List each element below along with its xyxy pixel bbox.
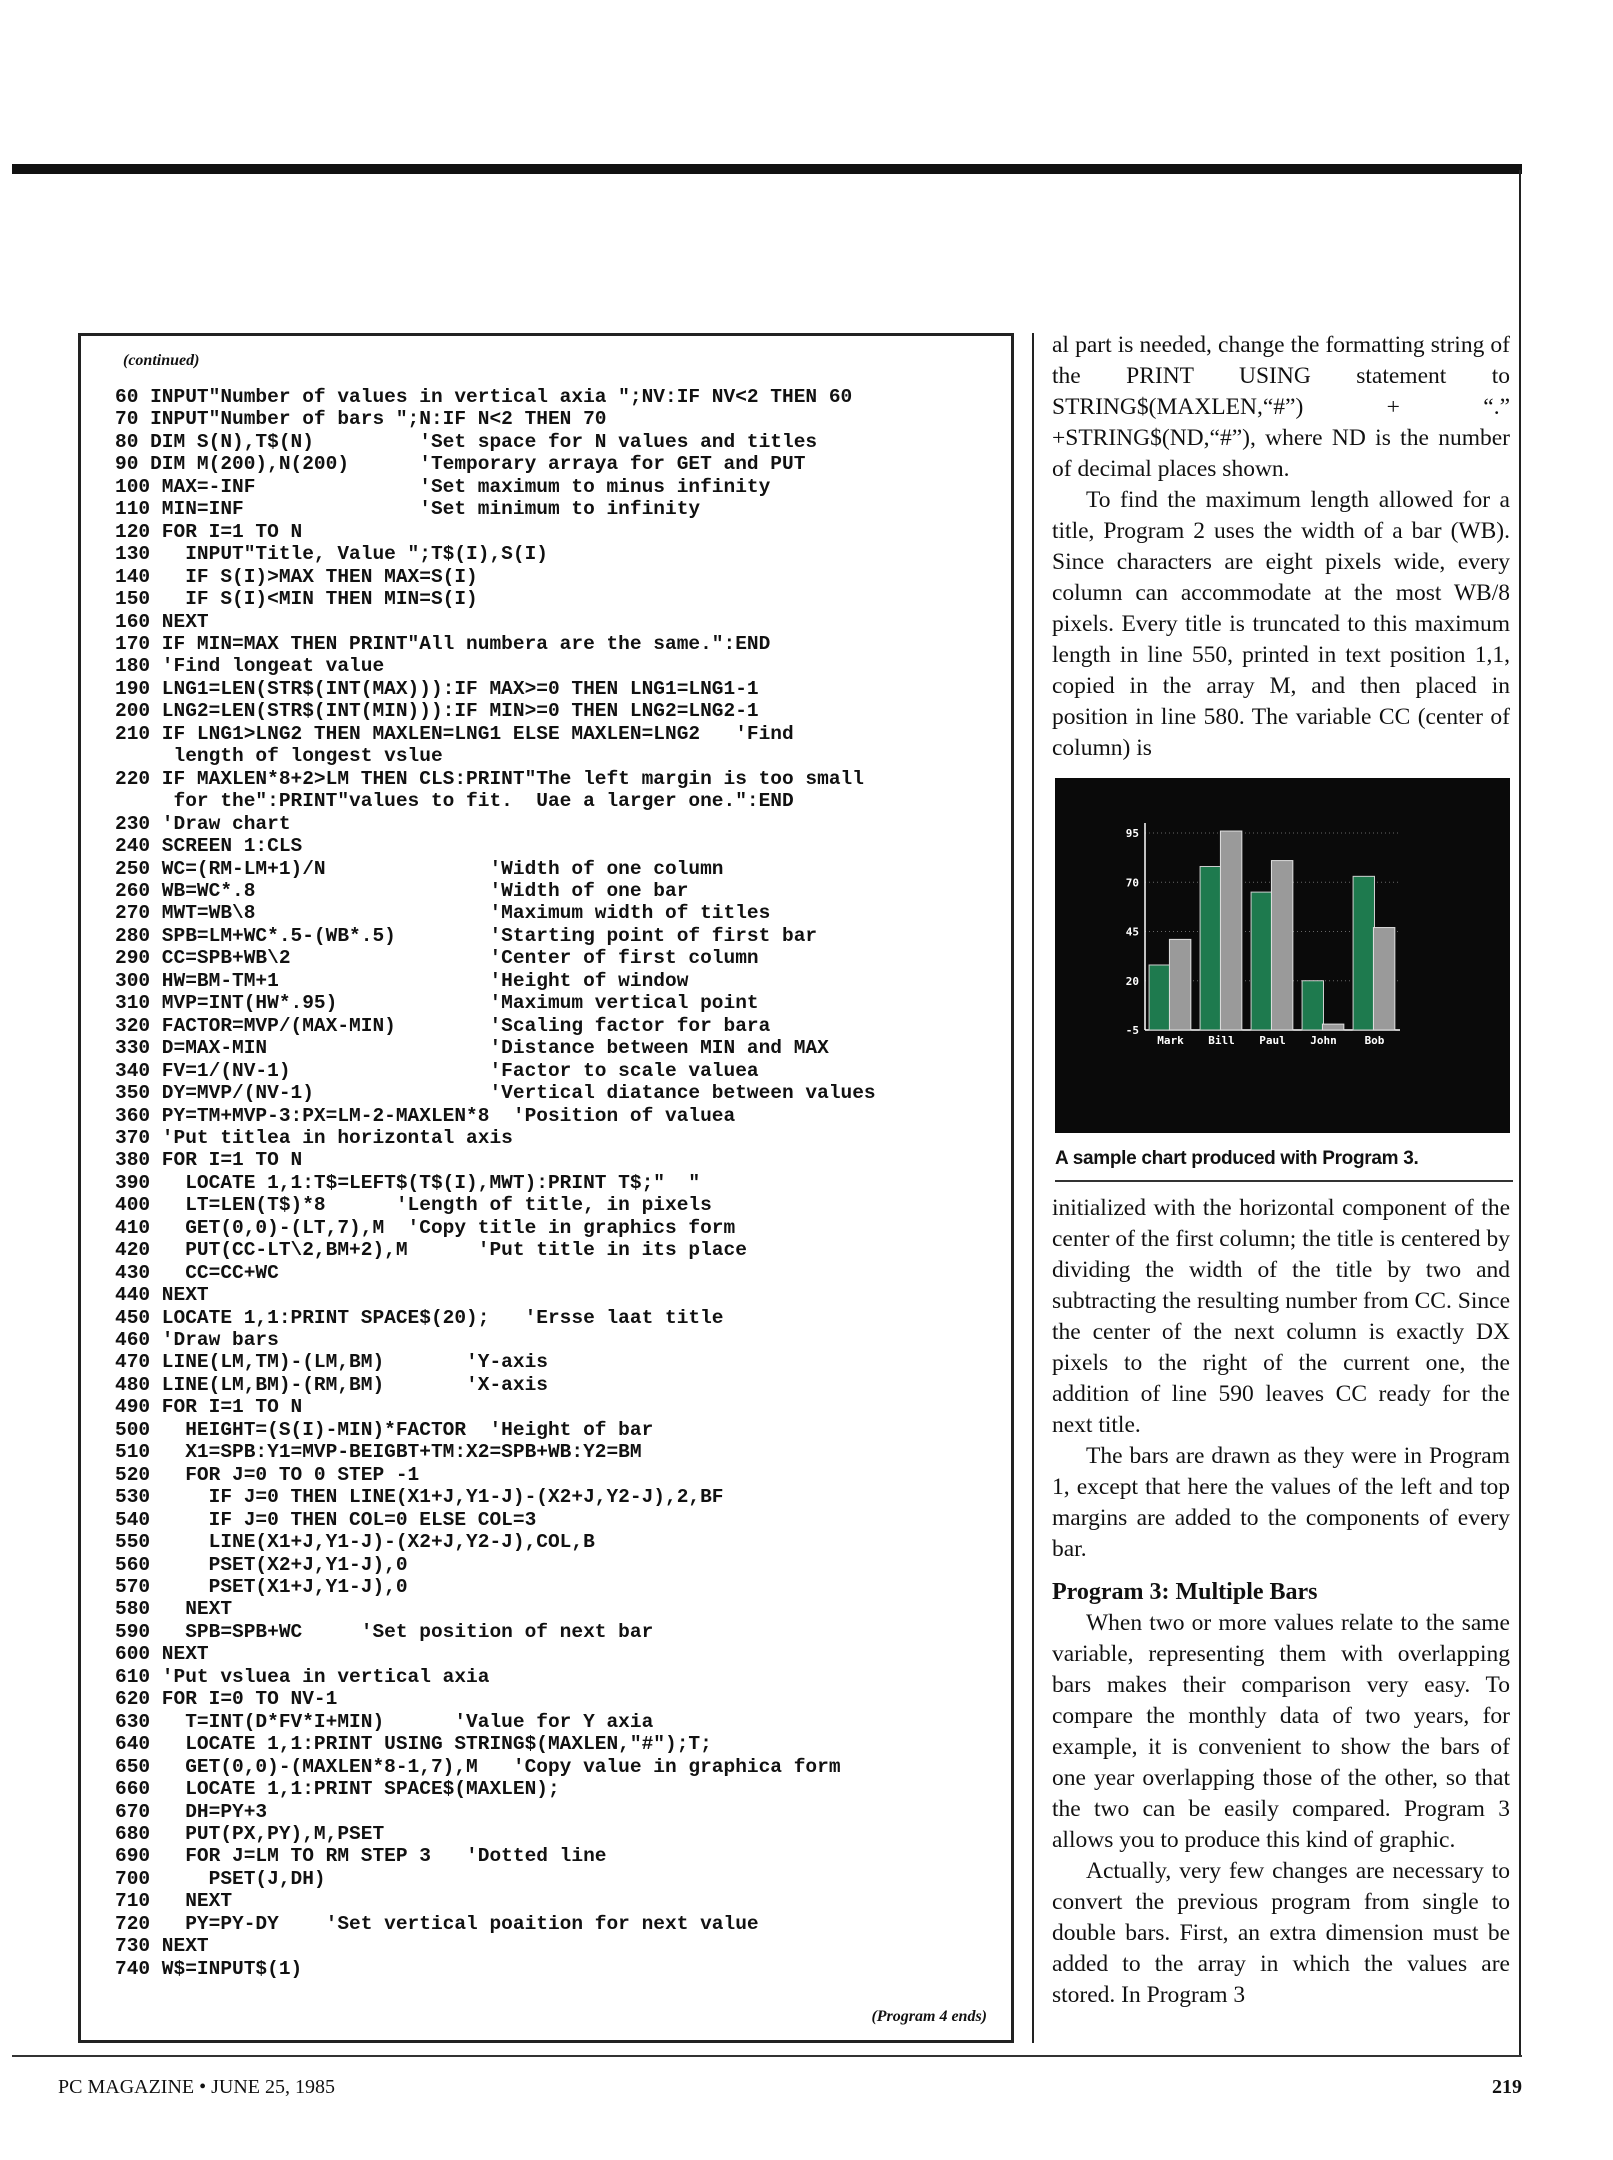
category-label: Bill [1208,1034,1235,1047]
section-heading: Program 3: Multiple Bars [1052,1579,1318,1605]
category-label: John [1310,1034,1337,1047]
program-ends-label: (Program 4 ends) [871,2008,987,2025]
bar-series-1 [1302,981,1323,1030]
chart-svg [1055,778,1510,1133]
paragraph: al part is needed, change the formatting string of the PRINT USING statement to STRING$(MAXLEN,“#”) + “.” +STRING$(ND,“#”), where ND is the number of decimal places shown. [1052,332,1510,482]
caption-rule [1055,1180,1513,1182]
top-rule [12,164,1522,174]
paragraph: When two or more values relate to the same variable, representing them with overlapping bars makes their comparison very easy. To compare the monthly data of two years, for example, it is convenient to show the bars of one year overlapping those of the other, so that the two can be easily compared. Program 3 allows you to produce this kind of graphic. [1052,1610,1510,1853]
program-code: 60 INPUT"Number of values in vertical axia ";NV:IF NV<2 THEN 60 70 INPUT"Number of bars ";N:IF N<2 THEN 70 80 DIM S(N),T$(N) 'Set space for N values and titles 90 DIM M(200),N(200) 'Temporary arraya for GET and PUT 100 MAX=-INF 'Set maximum to minus infinity 110 MIN=INF 'Set minimum to infinity 120 FOR I=1 TO N 130 INPUT"Title, Value ";T$(I),S(I) 140 IF S(I)>MAX THEN MAX=S(I) 150 IF S(I)<MIN THEN MIN=S(I) 160 NEXT 170 IF MIN=MAX THEN PRINT"All numbera are the same.":END 180 'Find longeat value 190 LNG1=LEN(STR$(INT(MAX))):IF MAX>=0 THEN LNG1=LNG1-1 200 LNG2=LEN(STR$(INT(MIN))):IF MIN>=0 THEN LNG2=LNG2-1 210 IF LNG1>LNG2 THEN MAXLEN=LNG1 ELSE MAXLEN=LNG2 'Find length of longest vslue 220 IF MAXLEN*8+2>LM THEN CLS:PRINT"The left margin is too small for the":PRINT"values to fit. Uae a larger one.":END 230 'Draw chart 240 SCREEN 1:CLS 250 WC=(RM-LM+1)/N 'Width of one column 260 WB=WC*.8 'Width of one bar 270 MWT=WB\8 'Maximum width of titles 280 SPB=LM+WC*.5-(WB*.5) 'Starting point of first bar 290 CC=SPB+WB\2 'Center of first column 300 HW=BM-TM+1 'Height of window 310 MVP=INT(HW*.95) 'Maximum vertical point 320 FACTOR=MVP/(MAX-MIN) 'Scaling factor for bara 330 D=MAX-MIN 'Distance between MIN and MAX 340 FV=1/(NV-1) 'Factor to scale valuea 350 DY=MVP/(NV-1) 'Vertical diatance between values 360 PY=TM+MVP-3:PX=LM-2-MAXLEN*8 'Position of valuea 370 'Put titlea in horizontal axis 380 FOR I=1 TO N 390 LOCATE 1,1:T$=LEFT$(T$(I),MWT):PRINT T$;" " 400 LT=LEN(T$)*8 'Length of title, in pixels 410 GET(0,0)-(LT,7),M 'Copy title in graphics form 420 PUT(CC-LT\2,BM+2),M 'Put title in its place 430 CC=CC+WC 440 NEXT 450 LOCATE 1,1:PRINT SPACE$(20); 'Ersse laat title 460 'Draw bars 470 LINE(LM,TM)-(LM,BM) 'Y-axis 480 LINE(LM,BM)-(RM,BM) 'X-axis 490 FOR I=1 TO N 500 HEIGHT=(S(I)-MIN)*FACTOR 'Height of bar 510 X1=SPB:Y1=MVP-BEIGBT+TM:X2=SPB+WB:Y2=BM 520 FOR J=0 TO 0 STEP -1 530 IF J=0 THEN LINE(X1+J,Y1-J)-(X2+J,Y2-J),2,BF 540 IF J=0 THEN COL=0 ELSE COL=3 550 LINE(X1+J,Y1-J)-(X2+J,Y2-J),COL,B 560 PSET(X2+J,Y1-J),0 570 PSET(X1+J,Y1-J),0 580 NEXT 590 SPB=SPB+WC 'Set position of next bar 600 NEXT 610 'Put vsluea in vertical axia 620 FOR I=0 TO NV-1 630 T=INT(D*FV*I+MIN) 'Value for Y axia 640 LOCATE 1,1:PRINT USING STRING$(MAXLEN,"#");T; 650 GET(0,0)-(MAXLEN*8-1,7),M 'Copy value in graphica form 660 LOCATE 1,1:PRINT SPACE$(MAXLEN); 670 DH=PY+3 680 PUT(PX,PY),M,PSET 690 FOR J=LM TO RM STEP 3 'Dotted line 700 PSET(J,DH) 710 NEXT 720 PY=PY-DY 'Set vertical poaition for next value 730 NEXT 740 W$=INPUT$(1) [115,386,876,1980]
continued-label: (continued) [123,352,200,369]
bar-series-2 [1322,1024,1343,1030]
column-divider [1032,333,1034,2043]
y-tick-label: 20 [1125,974,1139,988]
y-tick-label: 70 [1125,876,1139,890]
bar-series-1 [1251,892,1272,1030]
bar-series-1 [1149,965,1170,1030]
page-number: 219 [1492,2076,1522,2098]
program-listing-box [78,333,1014,2043]
paragraph: initialized with the horizontal component of the center of the first column; the title is centered by dividing the width of the title by two and subtracting the resulting number from CC. Since the center of the next column is exactly DX pixels to the right of the current one, the addition of line 590 leaves CC ready for the next title. [1052,1195,1510,1438]
figure-caption: A sample chart produced with Program 3. [1055,1148,1419,1169]
y-tick-label: -5 [1125,1024,1139,1037]
category-label: Mark [1157,1034,1184,1047]
footer-magazine-date: PC MAGAZINE • JUNE 25, 1985 [58,2076,336,2098]
bar-series-2 [1169,939,1190,1030]
bar-series-2 [1271,861,1292,1030]
bar-series-1 [1353,876,1374,1030]
paragraph: Actually, very few changes are necessary to convert the previous program from single to double bars. First, an extra dimension must be added to the array in which the values are stored. In Program 3 [1052,1858,1510,2008]
y-tick-label: 45 [1125,925,1139,939]
bar-series-2 [1220,831,1241,1030]
category-label: Paul [1259,1034,1286,1047]
category-label: Bob [1364,1034,1385,1047]
sample-chart [1055,778,1510,1133]
right-rule [1519,170,1521,2055]
paragraph: To find the maximum length allowed for a title, Program 2 uses the width of a bar (WB). Since characters are eight pixels wide, every column can accommodate at the most WB/8 pixels. Every title is truncated to this maximum length in line 550, printed in text position 1,1, copied in the array M, and then placed in position in line 580. The variable CC (center of column) is [1052,487,1510,761]
y-tick-label: 95 [1125,827,1139,840]
bar-series-1 [1200,866,1221,1030]
bar-series-2 [1373,928,1394,1030]
right-column-top [1052,330,1510,764]
bottom-rule [12,2055,1522,2057]
paragraph: The bars are drawn as they were in Program 1, except that here the values of the left and top margins are added to the components of every bar. [1052,1443,1510,1562]
right-column-bottom [1052,1193,1510,2011]
